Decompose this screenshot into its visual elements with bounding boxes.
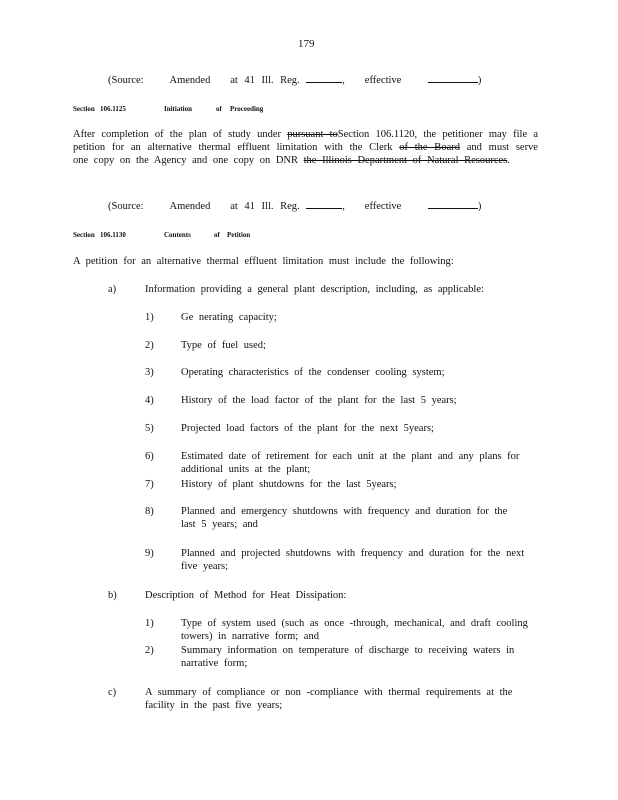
subitem-text: Planned and projected shutdowns with frequency and duration for the next five years; (181, 548, 525, 572)
section-number: 106.1130 (100, 231, 126, 239)
paragraph-text: After completion of the plan of study under (73, 129, 288, 140)
struck-text: of the Board (399, 142, 460, 153)
section-label: Section (73, 231, 95, 239)
section-1125-paragraph (73, 128, 538, 167)
source-amended: Amended (169, 75, 211, 86)
item-a-label: a) (108, 284, 117, 295)
page-number: 179 (298, 38, 315, 50)
subitem-number: 8) (145, 506, 154, 517)
subitem-number: 6) (145, 451, 154, 462)
item-b-text: Description of Method for Heat Dissipation: (145, 590, 347, 601)
subitem-text: Type of system used (such as once -through, mechanical, and draft cooling towers) in narrative form; and (181, 618, 528, 642)
source-note-2 (108, 199, 481, 213)
item-a-text: Information providing a general plant description, including, as applicable: (145, 284, 484, 295)
petition-intro: A petition for an alternative thermal effluent limitation must include the following: (73, 256, 454, 267)
source-close: ) (477, 201, 482, 212)
subitem-number: 5) (145, 423, 154, 434)
subitem-text: Operating characteristics of the condenser cooling system; (181, 367, 445, 378)
subitem-number: 7) (145, 479, 154, 490)
item-b-label: b) (108, 590, 117, 601)
section-title-word: Proceeding (230, 105, 264, 113)
source-note-1 (108, 73, 481, 87)
subitem-text: Estimated date of retirement for each unit at the plant and any plans for additional units at the plant; (181, 451, 520, 475)
subitem-text: Type of fuel used; (181, 340, 266, 351)
subitem-text: Summary information on temperature of discharge to receiving waters in narrative form; (181, 645, 515, 669)
subitem-number: 2) (145, 340, 154, 351)
section-title-word: Contents (164, 231, 191, 239)
source-effective: effective (364, 75, 402, 86)
section-number: 106.1125 (100, 105, 126, 113)
section-title-word: of (214, 231, 220, 239)
source-effective: effective (364, 201, 402, 212)
subitem-number: 1) (145, 618, 154, 629)
section-title-word: Petition (227, 231, 251, 239)
subitem-text: History of plant shutdowns for the last 5years; (181, 479, 397, 490)
subitem-number: 9) (145, 548, 154, 559)
section-title-word: Initiation (164, 105, 193, 113)
date-blank (428, 73, 478, 83)
paragraph-text: . (507, 155, 510, 166)
subitem-text: History of the load factor of the plant for the last 5 years; (181, 395, 457, 406)
struck-text: pursuant to (287, 129, 338, 140)
reg-blank (306, 73, 342, 83)
paragraph-text: and must serve one copy on the Agency and one copy on DNR (73, 142, 538, 166)
source-prefix: (Source: (108, 75, 144, 86)
subitem-number: 2) (145, 645, 154, 656)
source-prefix: (Source: (108, 201, 144, 212)
source-comma: , (342, 201, 345, 212)
source-close: ) (477, 75, 482, 86)
item-c-text: A summary of compliance or non -compliance with thermal requirements at the facility in the past five years; (145, 687, 513, 711)
item-c-label: c) (108, 687, 117, 698)
subitem-number: 1) (145, 312, 154, 323)
date-blank (428, 199, 478, 209)
source-amended: Amended (169, 201, 211, 212)
section-title-word: of (216, 105, 222, 113)
source-reg: at 41 Ill. Reg. (230, 201, 300, 212)
subitem-text: Projected load factors of the plant for the next 5years; (181, 423, 434, 434)
struck-text: the Illinois Department of Natural Resources (303, 155, 508, 166)
subitem-text: Planned and emergency shutdowns with frequency and duration for the last 5 years; and (181, 506, 508, 530)
section-label: Section (73, 105, 95, 113)
source-comma: , (342, 75, 345, 86)
subitem-text: Ge nerating capacity; (181, 312, 277, 323)
subitem-number: 4) (145, 395, 154, 406)
subitem-number: 3) (145, 367, 154, 378)
source-reg: at 41 Ill. Reg. (230, 75, 300, 86)
paragraph-text: Section 106.1120, the petitioner may file a petition for an alternative thermal effluent limitation with the Clerk (73, 129, 539, 153)
reg-blank (306, 199, 342, 209)
